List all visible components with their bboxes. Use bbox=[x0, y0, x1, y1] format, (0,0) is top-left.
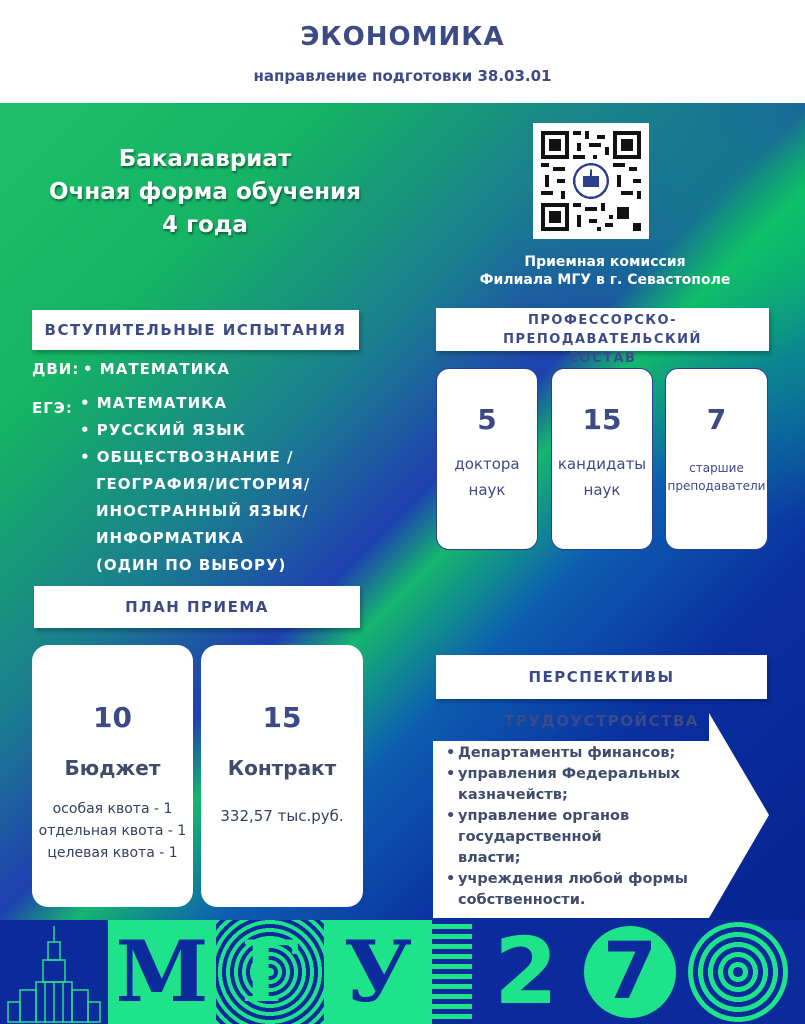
letter-m: М bbox=[115, 922, 209, 1021]
qr-code-icon[interactable] bbox=[533, 123, 649, 239]
faculty-heading-l2: СОСТАВ bbox=[568, 351, 637, 366]
msu-building-icon bbox=[0, 920, 108, 1024]
page-title: ЭКОНОМИКА bbox=[300, 22, 505, 52]
letter-u-tile bbox=[324, 920, 432, 1024]
career-item-text-cont: собственности. bbox=[458, 892, 586, 908]
exams-heading: ВСТУПИТЕЛЬНЫЕ ИСПЫТАНИЯ bbox=[32, 310, 359, 350]
admission-line1: Приемная комиссия bbox=[524, 254, 686, 270]
digit-7-tile bbox=[580, 920, 680, 1024]
ege-item-choice-l1: • ОБЩЕСТВОЗНАНИЕ / bbox=[80, 448, 294, 466]
program-level: Бакалавриат bbox=[118, 146, 292, 172]
faculty-card-senior-lecturers bbox=[665, 368, 768, 550]
career-item-text: учреждения любой формы bbox=[458, 871, 688, 887]
career-item-text: управления Федеральных bbox=[458, 766, 680, 782]
digit-7: 7 bbox=[602, 927, 658, 1017]
letter-g: Г bbox=[241, 922, 299, 1021]
page-subtitle: направление подготовки 38.03.01 bbox=[253, 67, 552, 85]
faculty-number: 7 bbox=[706, 403, 727, 436]
faculty-label-l2: наук bbox=[468, 481, 506, 499]
faculty-label-l1: доктора bbox=[454, 455, 520, 473]
faculty-label bbox=[552, 451, 652, 503]
quota-special: особая квота - 1 bbox=[52, 801, 173, 817]
career-item bbox=[446, 869, 761, 911]
program-form: Очная форма обучения bbox=[49, 179, 361, 205]
faculty-card-doctors bbox=[436, 368, 538, 550]
letter-g-tile bbox=[216, 920, 324, 1024]
wave-pattern-tile bbox=[432, 920, 472, 1024]
faculty-heading bbox=[436, 308, 769, 366]
plan-card-contract bbox=[201, 645, 363, 907]
faculty-label-l1: старшие bbox=[689, 461, 744, 475]
ege-item-math: • МАТЕМАТИКА bbox=[80, 394, 228, 412]
contract-price: 332,57 тыс.руб. bbox=[220, 807, 344, 825]
msu-270-banner bbox=[0, 920, 805, 1024]
dvi-item: • МАТЕМАТИКА bbox=[83, 360, 231, 378]
dvi-label: ДВИ: bbox=[32, 360, 80, 378]
digit-2: 2 bbox=[493, 920, 558, 1024]
ege-item-choice-l2: ГЕОГРАФИЯ/ИСТОРИЯ/ bbox=[96, 475, 311, 493]
program-info bbox=[40, 143, 370, 242]
plan-card-budget bbox=[32, 645, 193, 907]
ege-label: ЕГЭ: bbox=[32, 399, 73, 417]
admission-office bbox=[460, 253, 750, 289]
faculty-label-l1: кандидаты bbox=[557, 455, 647, 473]
faculty-label-l2: наук bbox=[583, 481, 621, 499]
faculty-card-candidates bbox=[551, 368, 653, 550]
quota-separate: отдельная квота - 1 bbox=[38, 823, 187, 839]
career-item-text: управление органов государственной bbox=[458, 808, 630, 845]
faculty-number: 5 bbox=[477, 403, 497, 436]
header bbox=[0, 0, 805, 103]
career-heading: ПЕРСПЕКТИВЫ ТРУДОУСТРОЙСТВА bbox=[436, 655, 767, 699]
career-item bbox=[446, 806, 761, 869]
ege-item-choice-l3: ИНОСТРАННЫЙ ЯЗЫК/ bbox=[96, 502, 309, 520]
main-panel bbox=[0, 103, 805, 920]
ege-item-choice-l5: (ОДИН ПО ВЫБОРУ) bbox=[96, 556, 287, 574]
faculty-label-l2: преподаватели bbox=[667, 479, 766, 493]
program-duration: 4 года bbox=[162, 212, 248, 238]
digit-2-tile bbox=[472, 920, 580, 1024]
faculty-label bbox=[437, 451, 537, 503]
admission-line2: Филиала МГУ в г. Севастополе bbox=[479, 272, 731, 288]
quota-target: целевая квота - 1 bbox=[47, 845, 178, 861]
ege-item-russian: • РУССКИЙ ЯЗЫК bbox=[80, 421, 246, 439]
career-item-text-cont: власти; bbox=[458, 850, 521, 866]
career-item bbox=[446, 764, 761, 806]
ege-item-choice-l4: ИНФОРМАТИКА bbox=[96, 529, 244, 547]
career-item bbox=[446, 743, 761, 764]
contract-number: 15 bbox=[262, 701, 302, 734]
faculty-label bbox=[666, 459, 767, 495]
budget-label: Бюджет bbox=[64, 756, 161, 780]
contract-label: Контракт bbox=[227, 756, 337, 780]
circular-pattern-icon bbox=[680, 920, 805, 1024]
budget-number: 10 bbox=[93, 701, 132, 734]
faculty-heading-l1: ПРОФЕССОРСКО-ПРЕПОДАВАТЕЛЬСКИЙ bbox=[503, 313, 702, 347]
plan-heading: ПЛАН ПРИЕМА bbox=[34, 586, 360, 628]
faculty-number: 15 bbox=[582, 403, 622, 436]
career-item-text: Департаменты финансов; bbox=[458, 745, 676, 761]
letter-m-tile bbox=[108, 920, 216, 1024]
letter-u: У bbox=[343, 922, 413, 1021]
career-item-text-cont: казначейств; bbox=[458, 787, 568, 803]
career-list bbox=[446, 743, 761, 911]
